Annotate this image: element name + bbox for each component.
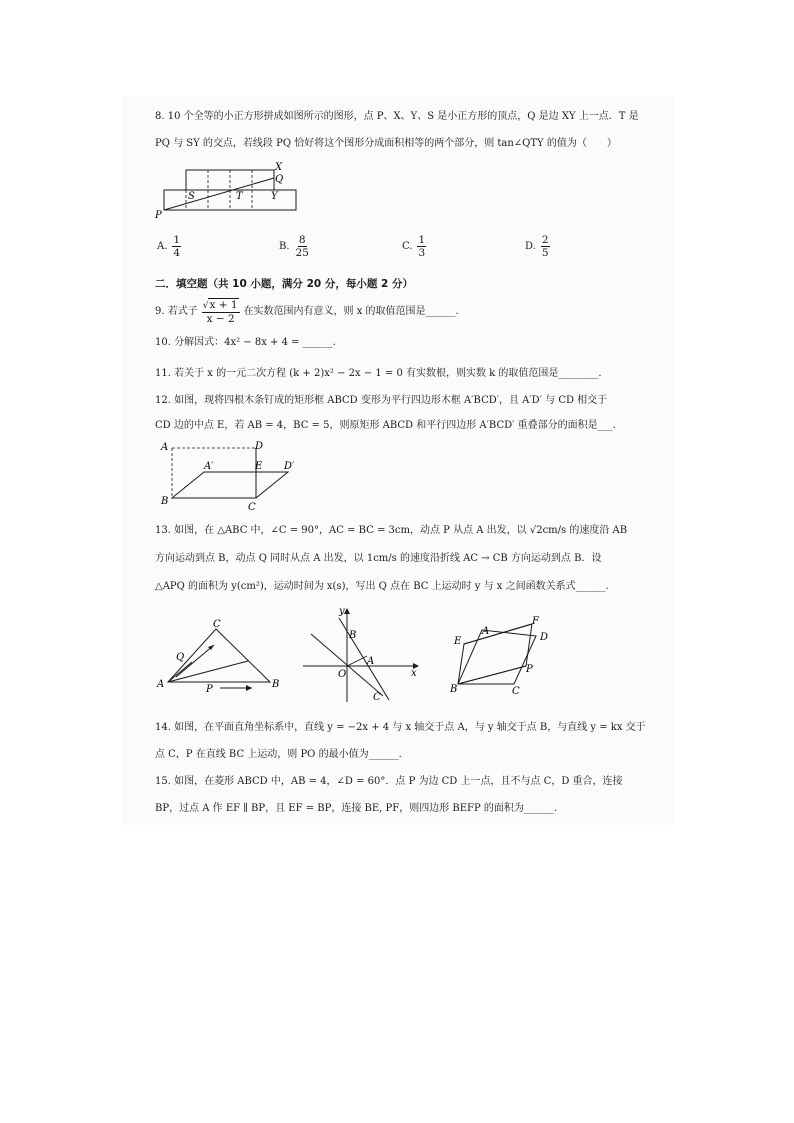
label-p: P — [526, 664, 533, 675]
label-x: X — [275, 162, 283, 173]
label-o: O — [338, 669, 347, 680]
label-a: A — [367, 656, 375, 667]
label-a: A — [161, 442, 169, 453]
label-p: P — [206, 684, 213, 695]
q8-option-d[interactable]: D. $\frac{2}{5}$ — [525, 234, 549, 259]
q13-line1: 13. 如图，在 △ABC 中，∠C = 90°，AC = BC = 3cm，动点 P 从点 A 出发，以 √2cm/s 的速度沿 AB — [155, 525, 628, 536]
label-s: S — [188, 191, 195, 202]
q14-figure — [297, 604, 427, 704]
label-t: T — [236, 191, 243, 202]
q13-line3: △APQ 的面积为 y(cm²)，运动时间为 x(s)，写出 Q 点在 BC 上运动时 y 与 x 之间函数关系式______. — [155, 581, 609, 592]
label-q: Q — [176, 652, 185, 663]
q12-parallelogram — [172, 472, 288, 498]
q9-fraction: $\frac{√x + 1}{x - 2}$ — [202, 299, 238, 325]
q15-figure — [448, 610, 563, 696]
q15-bp — [458, 666, 526, 684]
q9: 9. 若式子 $\frac{√x + 1}{x - 2}$ 在实数范围内有意义，则 x 的取值范围是______. — [155, 299, 459, 325]
label-f: F — [532, 616, 539, 627]
label-d: D — [540, 632, 549, 643]
label-d: D — [255, 441, 264, 452]
q14-line1: 14. 如图，在平面直角坐标系中，直线 y = −2x + 4 与 x 轴交于点 A，与 y 轴交于点 B，与直线 y = kx 交于 — [155, 722, 646, 733]
label-b: B — [349, 630, 357, 641]
q12-figure — [158, 438, 303, 512]
label-y: y — [339, 606, 345, 617]
label-y: Y — [271, 191, 278, 202]
label-c: C — [213, 619, 221, 630]
label-a-prime: A′ — [204, 461, 214, 472]
q8-option-a[interactable]: A. $\frac{1}{4}$ — [157, 234, 181, 259]
label-c: C — [248, 502, 256, 512]
label-b: B — [272, 679, 280, 690]
section-2-heading: 二．填空题（共 10 小题，满分 20 分，每小题 2 分） — [155, 278, 413, 290]
label-b: B — [161, 496, 169, 507]
q12-line2: CD 边的中点 E，若 AB = 4，BC = 5，则原矩形 ABCD 和平行四边形 A′BCD′ 重叠部分的面积是___. — [155, 420, 616, 431]
q8-line1: 8. 10 个全等的小正方形拼成如图所示的图形，点 P、X、Y、S 是小正方形的顶点，Q 是边 XY 上一点．T 是 — [155, 111, 639, 122]
q15-line2: BP，过点 A 作 EF ∥ BP，且 EF = BP，连接 BE, PF，则四边形 BEFP 的面积为______. — [155, 803, 558, 814]
q13-line2: 方向运动到点 B，动点 Q 同时从点 A 出发，以 1cm/s 的速度沿折线 AC → CB 方向运动到点 B．设 — [155, 553, 602, 564]
label-a: A — [157, 679, 165, 690]
label-c: C — [373, 692, 381, 703]
q15-rhombus — [458, 630, 536, 684]
q8-figure — [150, 158, 300, 220]
label-q: Q — [275, 174, 284, 185]
label-e: E — [454, 636, 462, 647]
q12-line1: 12. 如图，现将四根木条钉成的矩形框 ABCD 变形为平行四边形木框 A′BCD′，且 A′D′ 与 CD 相交于 — [155, 395, 608, 406]
label-p: P — [155, 210, 162, 220]
q10: 10. 分解因式：4x² − 8x + 4 = ______. — [155, 337, 336, 348]
label-e: E — [255, 461, 263, 472]
label-x: x — [411, 668, 417, 679]
q8-option-b[interactable]: B. $\frac{8}{25}$ — [279, 234, 309, 259]
q15-quad-befp — [458, 624, 532, 684]
q14-line2: 点 C，P 在直线 BC 上运动，则 PO 的最小值为______. — [155, 749, 402, 760]
label-d-prime: D′ — [284, 461, 295, 472]
q8-segment-pq — [164, 178, 274, 210]
q13-figure — [152, 615, 287, 695]
label-a: A — [482, 626, 490, 637]
label-b: B — [450, 684, 458, 695]
q8-line2: PQ 与 SY 的交点，若线段 PQ 恰好将这个图形分成面积相等的两个部分，则 tan∠QTY 的值为（ ） — [155, 138, 617, 149]
line-op — [347, 656, 367, 666]
q8-option-c[interactable]: C. $\frac{1}{3}$ — [402, 234, 426, 259]
q15-line1: 15. 如图，在菱形 ABCD 中，AB = 4，∠D = 60°．点 P 为边 CD 上一点，且不与点 C，D 重合，连接 — [155, 776, 623, 787]
q11: 11. 若关于 x 的一元二次方程 (k + 2)x² − 2x − 1 = 0 有实数根，则实数 k 的取值范围是________. — [155, 368, 602, 379]
label-c: C — [512, 686, 520, 696]
